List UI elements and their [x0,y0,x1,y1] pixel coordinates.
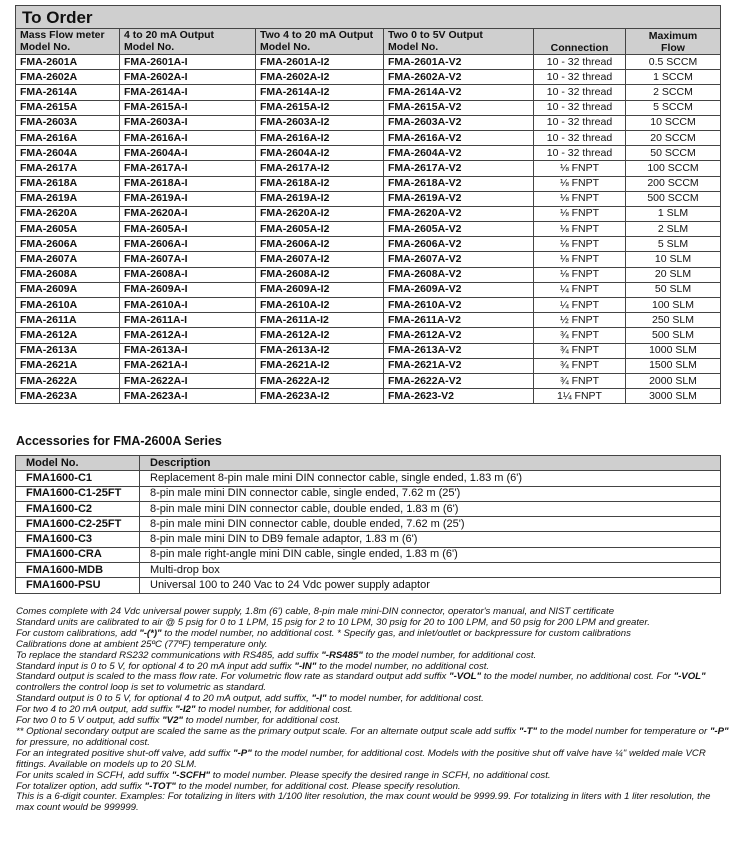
footnote-text: to model number, for additional cost. [195,704,353,716]
model-cell: FMA-2603A [16,115,120,130]
accessory-model-cell: FMA1600-C1-25FT [16,486,140,501]
v2-model-cell: FMA-2611A-V2 [384,313,534,328]
v2-model-cell: FMA-2621A-V2 [384,358,534,373]
accessories-table [15,455,721,594]
flow-cell: 50 SLM [626,282,721,297]
ma2-model-cell: FMA-2603A-I2 [256,115,384,130]
model-cell: FMA-2608A [16,267,120,282]
accessory-model-cell: FMA1600-C2-25FT [16,517,140,532]
footnote-line [16,749,731,771]
ma2-model-cell: FMA-2621A-I2 [256,358,384,373]
flow-cell: 5 SCCM [626,100,721,115]
connection-cell: ½ FNPT [534,313,626,328]
model-cell: FMA-2622A [16,373,120,388]
flow-cell: 500 SCCM [626,191,721,206]
footnote-text: For two 4 to 20 mA output, add suffix [16,704,176,716]
model-cell: FMA-2619A [16,191,120,206]
flow-cell: 500 SLM [626,328,721,343]
header-model: Mass Flow meter Model No. [16,29,120,55]
table-row [16,471,721,486]
accessory-model-cell: FMA1600-C1 [16,471,140,486]
ma-model-cell: FMA-2613A-I [120,343,256,358]
table-row [16,313,721,328]
table-row [16,343,721,358]
ma-model-cell: FMA-2622A-I [120,373,256,388]
table-row [16,501,721,516]
flow-cell: 2 SCCM [626,85,721,100]
table-row [16,222,721,237]
table-row [16,578,721,593]
footnotes [16,607,731,814]
footnote-text: Standard units are calibrated to air @ 5 psig for 0 to 1 LPM, 15 psig for 2 to 10 LPM, 30 psig for 20 to 100 LPM, and 50 psig for 200 LPM and greater. [16,616,650,628]
model-cell: FMA-2607A [16,252,120,267]
ma2-model-cell: FMA-2605A-I2 [256,222,384,237]
table-row [16,115,721,130]
connection-cell: 10 - 32 thread [534,55,626,70]
footnote-text: to model number. Please specify the desired range in SCFH, no additional cost. [210,769,551,781]
connection-cell: ⅛ FNPT [534,252,626,267]
connection-cell: ¾ FNPT [534,328,626,343]
suffix-code: "-TOT" [144,780,176,792]
footnote-text: Standard output is scaled to the mass flow rate. For volumetric flow rate as standard output add suffix [16,671,450,683]
footnote-text: For totalizer option, add suffix [16,780,145,792]
ma2-model-cell: FMA-2612A-I2 [256,328,384,343]
v2-model-cell: FMA-2618A-V2 [384,176,534,191]
accessory-description-cell: 8-pin male mini DIN connector cable, double ended, 1.83 m (6') [140,501,721,516]
v2-model-cell: FMA-2603A-V2 [384,115,534,130]
ma2-model-cell: FMA-2602A-I2 [256,70,384,85]
ma2-model-cell: FMA-2604A-I2 [256,146,384,161]
flow-cell: 5 SLM [626,237,721,252]
footnote-text: Comes complete with 24 Vdc universal power supply, 1.8m (6') cable, 8-pin male mini-DIN connector, operator's manual, and NIST certificate [16,606,615,617]
accessory-model-cell: FMA1600-C3 [16,532,140,547]
model-cell: FMA-2616A [16,130,120,145]
footnote-line [16,792,731,814]
ma2-model-cell: FMA-2601A-I2 [256,55,384,70]
accessory-description-cell: 8-pin male mini DIN connector cable, single ended, 7.62 m (25') [140,486,721,501]
accessory-description-cell: 8-pin male mini DIN connector cable, double ended, 7.62 m (25') [140,517,721,532]
v2-model-cell: FMA-2623-V2 [384,389,534,404]
footnote-text: ** Optional secondary output are scaled the same as the primary output scale. For an alternate output scale add suffix [16,725,519,737]
ma-model-cell: FMA-2619A-I [120,191,256,206]
table-row [16,267,721,282]
flow-cell: 0.5 SCCM [626,55,721,70]
footnote-text: For two 0 to 5 V output, add suffix [16,715,163,727]
table-row [16,282,721,297]
table-row [16,298,721,313]
table-row [16,358,721,373]
ma-model-cell: FMA-2603A-I [120,115,256,130]
model-cell: FMA-2611A [16,313,120,328]
ma-model-cell: FMA-2623A-I [120,389,256,404]
ma-model-cell: FMA-2605A-I [120,222,256,237]
ma-model-cell: FMA-2614A-I [120,85,256,100]
flow-cell: 100 SCCM [626,161,721,176]
footnote-text: to the model number, for additional cost. Please specify resolution. [175,780,461,792]
table-row [16,55,721,70]
model-cell: FMA-2621A [16,358,120,373]
accessory-model-cell: FMA1600-MDB [16,563,140,578]
accessory-description-cell: 8-pin male right-angle mini DIN cable, single ended, 1.83 m (6') [140,547,721,562]
suffix-code: "-VOL" [449,671,482,683]
footnote-text: for pressure, no additional cost. [16,736,150,748]
header-acc-model: Model No. [16,456,140,471]
ma-model-cell: FMA-2606A-I [120,237,256,252]
table-row [16,100,721,115]
order-table [15,5,721,404]
flow-cell: 50 SCCM [626,146,721,161]
suffix-code: "-RS485" [321,649,363,661]
ma2-model-cell: FMA-2610A-I2 [256,298,384,313]
ma2-model-cell: FMA-2613A-I2 [256,343,384,358]
ma2-model-cell: FMA-2606A-I2 [256,237,384,252]
model-cell: FMA-2604A [16,146,120,161]
table-row [16,547,721,562]
ma-model-cell: FMA-2617A-I [120,161,256,176]
suffix-code: "-P" [233,747,252,759]
ma-model-cell: FMA-2615A-I [120,100,256,115]
ma-model-cell: FMA-2616A-I [120,130,256,145]
table-row [16,161,721,176]
v2-model-cell: FMA-2619A-V2 [384,191,534,206]
ma2-model-cell: FMA-2615A-I2 [256,100,384,115]
flow-cell: 2000 SLM [626,373,721,388]
header-v2: Two 0 to 5V Output Model No. [384,29,534,55]
ma2-model-cell: FMA-2608A-I2 [256,267,384,282]
connection-cell: ¾ FNPT [534,343,626,358]
ma-model-cell: FMA-2611A-I [120,313,256,328]
flow-cell: 100 SLM [626,298,721,313]
model-cell: FMA-2602A [16,70,120,85]
table-row [16,373,721,388]
ma-model-cell: FMA-2607A-I [120,252,256,267]
table-row [16,146,721,161]
v2-model-cell: FMA-2605A-V2 [384,222,534,237]
v2-model-cell: FMA-2616A-V2 [384,130,534,145]
model-cell: FMA-2620A [16,206,120,221]
accessory-description-cell: Universal 100 to 240 Vac to 24 Vdc power supply adaptor [140,578,721,593]
model-cell: FMA-2612A [16,328,120,343]
connection-cell: ¼ FNPT [534,282,626,297]
suffix-code: "-(*)" [139,627,162,639]
footnote-text: to model number, for additional cost. [326,693,484,705]
ma-model-cell: FMA-2601A-I [120,55,256,70]
model-cell: FMA-2609A [16,282,120,297]
connection-cell: ¾ FNPT [534,373,626,388]
flow-cell: 200 SCCM [626,176,721,191]
connection-cell: 10 - 32 thread [534,115,626,130]
ma2-model-cell: FMA-2618A-I2 [256,176,384,191]
v2-model-cell: FMA-2604A-V2 [384,146,534,161]
table-row [16,517,721,532]
v2-model-cell: FMA-2601A-V2 [384,55,534,70]
ma2-model-cell: FMA-2607A-I2 [256,252,384,267]
footnote-line [16,727,731,749]
table-row [16,85,721,100]
flow-cell: 20 SLM [626,267,721,282]
connection-cell: ¼ FNPT [534,298,626,313]
table-row [16,532,721,547]
model-cell: FMA-2610A [16,298,120,313]
v2-model-cell: FMA-2615A-V2 [384,100,534,115]
ma-model-cell: FMA-2604A-I [120,146,256,161]
table-row [16,191,721,206]
table-row [16,328,721,343]
v2-model-cell: FMA-2610A-V2 [384,298,534,313]
accessories-header-row [16,456,721,471]
footnote-text: to model number, for additional cost. [182,715,341,727]
footnote-text: For an integrated positive shut-off valve, add suffix [16,747,234,759]
ma-model-cell: FMA-2620A-I [120,206,256,221]
footnote-text: to the model number, no additional cost. For [481,671,674,683]
connection-cell: 10 - 32 thread [534,130,626,145]
header-ma2: Two 4 to 20 mA Output Model No. [256,29,384,55]
ma2-model-cell: FMA-2622A-I2 [256,373,384,388]
accessory-model-cell: FMA1600-CRA [16,547,140,562]
ma2-model-cell: FMA-2609A-I2 [256,282,384,297]
accessory-description-cell: Replacement 8-pin male mini DIN connector cable, single ended, 1.83 m (6') [140,471,721,486]
flow-cell: 250 SLM [626,313,721,328]
v2-model-cell: FMA-2614A-V2 [384,85,534,100]
accessory-description-cell: 8-pin male mini DIN to DB9 female adaptor, 1.83 m (6') [140,532,721,547]
v2-model-cell: FMA-2620A-V2 [384,206,534,221]
connection-cell: 10 - 32 thread [534,85,626,100]
v2-model-cell: FMA-2609A-V2 [384,282,534,297]
v2-model-cell: FMA-2607A-V2 [384,252,534,267]
footnote-text: to the model number, no additional cost. [316,660,490,672]
flow-cell: 1 SCCM [626,70,721,85]
table-row [16,206,721,221]
flow-cell: 10 SCCM [626,115,721,130]
suffix-code: "-I2" [175,704,196,716]
model-cell: FMA-2623A [16,389,120,404]
v2-model-cell: FMA-2602A-V2 [384,70,534,85]
v2-model-cell: FMA-2612A-V2 [384,328,534,343]
v2-model-cell: FMA-2622A-V2 [384,373,534,388]
footnote-text: To replace the standard RS232 communications with RS485, add suffix [16,649,322,661]
table-row [16,237,721,252]
table-row [16,486,721,501]
flow-cell: 1500 SLM [626,358,721,373]
connection-cell: ⅛ FNPT [534,161,626,176]
accessory-model-cell: FMA1600-PSU [16,578,140,593]
table-row [16,176,721,191]
suffix-code: "-I" [311,693,327,705]
footnote-text: For custom calibrations, add [16,627,140,639]
flow-cell: 1 SLM [626,206,721,221]
header-ma: 4 to 20 mA Output Model No. [120,29,256,55]
ma-model-cell: FMA-2609A-I [120,282,256,297]
ma-model-cell: FMA-2610A-I [120,298,256,313]
suffix-code: "-T" [518,725,538,737]
table-row [16,389,721,404]
ma-model-cell: FMA-2612A-I [120,328,256,343]
connection-cell: 10 - 32 thread [534,70,626,85]
ma2-model-cell: FMA-2617A-I2 [256,161,384,176]
suffix-code: "V2" [162,715,183,727]
footnote-text: Calibrations done at ambient 25ºC (77ºF) temperature only. [16,638,268,650]
flow-cell: 3000 SLM [626,389,721,404]
footnote-text: to the model number for temperature or [537,725,710,737]
flow-cell: 20 SCCM [626,130,721,145]
v2-model-cell: FMA-2617A-V2 [384,161,534,176]
connection-cell: 10 - 32 thread [534,100,626,115]
flow-cell: 10 SLM [626,252,721,267]
model-cell: FMA-2601A [16,55,120,70]
table-row [16,563,721,578]
footnote-line [16,672,731,694]
model-cell: FMA-2614A [16,85,120,100]
ma2-model-cell: FMA-2620A-I2 [256,206,384,221]
model-cell: FMA-2605A [16,222,120,237]
ma-model-cell: FMA-2608A-I [120,267,256,282]
footnote-text: to the model number, for additional cost. [362,649,537,661]
table-row [16,130,721,145]
connection-cell: ¾ FNPT [534,358,626,373]
v2-model-cell: FMA-2608A-V2 [384,267,534,282]
flow-cell: 1000 SLM [626,343,721,358]
ma-model-cell: FMA-2602A-I [120,70,256,85]
order-header-row [16,29,721,55]
suffix-code: "-VOL" [673,671,706,683]
footnote-text: to the model number, for additional cost. Models with the positive shut off valve have ¼" welded male VCR fittings. Available on models up to 20 SLM. [16,747,706,770]
v2-model-cell: FMA-2606A-V2 [384,237,534,252]
ma-model-cell: FMA-2621A-I [120,358,256,373]
v2-model-cell: FMA-2613A-V2 [384,343,534,358]
header-acc-description: Description [140,456,721,471]
footnote-text: controllers the control loop is set to volumetric as standard. [16,682,267,694]
footnote-text: This is a 6-digit counter. Examples: For totalizing in liters with 1/100 liter resolution, the max count would be 9999.99. For totalizing in liters with 1 liter resolution, the max count would be 999999. [16,791,711,814]
ma2-model-cell: FMA-2616A-I2 [256,130,384,145]
footnote-text: Standard output is 0 to 5 V, for optional 4 to 20 mA output, add suffix, [16,693,312,705]
table-row [16,70,721,85]
order-title: To Order [16,6,721,29]
ma2-model-cell: FMA-2623A-I2 [256,389,384,404]
header-flow: Maximum Flow [626,29,721,55]
connection-cell: 1¼ FNPT [534,389,626,404]
model-cell: FMA-2618A [16,176,120,191]
footnote-text: Standard input is 0 to 5 V, for optional 4 to 20 mA input add suffix [16,660,295,672]
connection-cell: ⅛ FNPT [534,237,626,252]
suffix-code: "-IN" [294,660,317,672]
ma-model-cell: FMA-2618A-I [120,176,256,191]
connection-cell: ⅛ FNPT [534,191,626,206]
ma2-model-cell: FMA-2614A-I2 [256,85,384,100]
connection-cell: ⅛ FNPT [534,206,626,221]
connection-cell: ⅛ FNPT [534,267,626,282]
connection-cell: 10 - 32 thread [534,146,626,161]
footnote-text: For units scaled in SCFH, add suffix [16,769,172,781]
accessories-title: Accessories for FMA-2600A Series [16,434,222,448]
connection-cell: ⅛ FNPT [534,176,626,191]
suffix-code: "-P" [709,725,729,737]
accessory-model-cell: FMA1600-C2 [16,501,140,516]
ma2-model-cell: FMA-2619A-I2 [256,191,384,206]
table-row [16,252,721,267]
suffix-code: "-SCFH" [171,769,211,781]
model-cell: FMA-2615A [16,100,120,115]
connection-cell: ⅛ FNPT [534,222,626,237]
model-cell: FMA-2617A [16,161,120,176]
accessory-description-cell: Multi-drop box [140,563,721,578]
ma2-model-cell: FMA-2611A-I2 [256,313,384,328]
model-cell: FMA-2606A [16,237,120,252]
flow-cell: 2 SLM [626,222,721,237]
footnote-text: to the model number, no additional cost. * Specify gas, and inlet/outlet or backpressure for custom calibrations [161,627,631,639]
model-cell: FMA-2613A [16,343,120,358]
header-connection: Connection [534,29,626,55]
